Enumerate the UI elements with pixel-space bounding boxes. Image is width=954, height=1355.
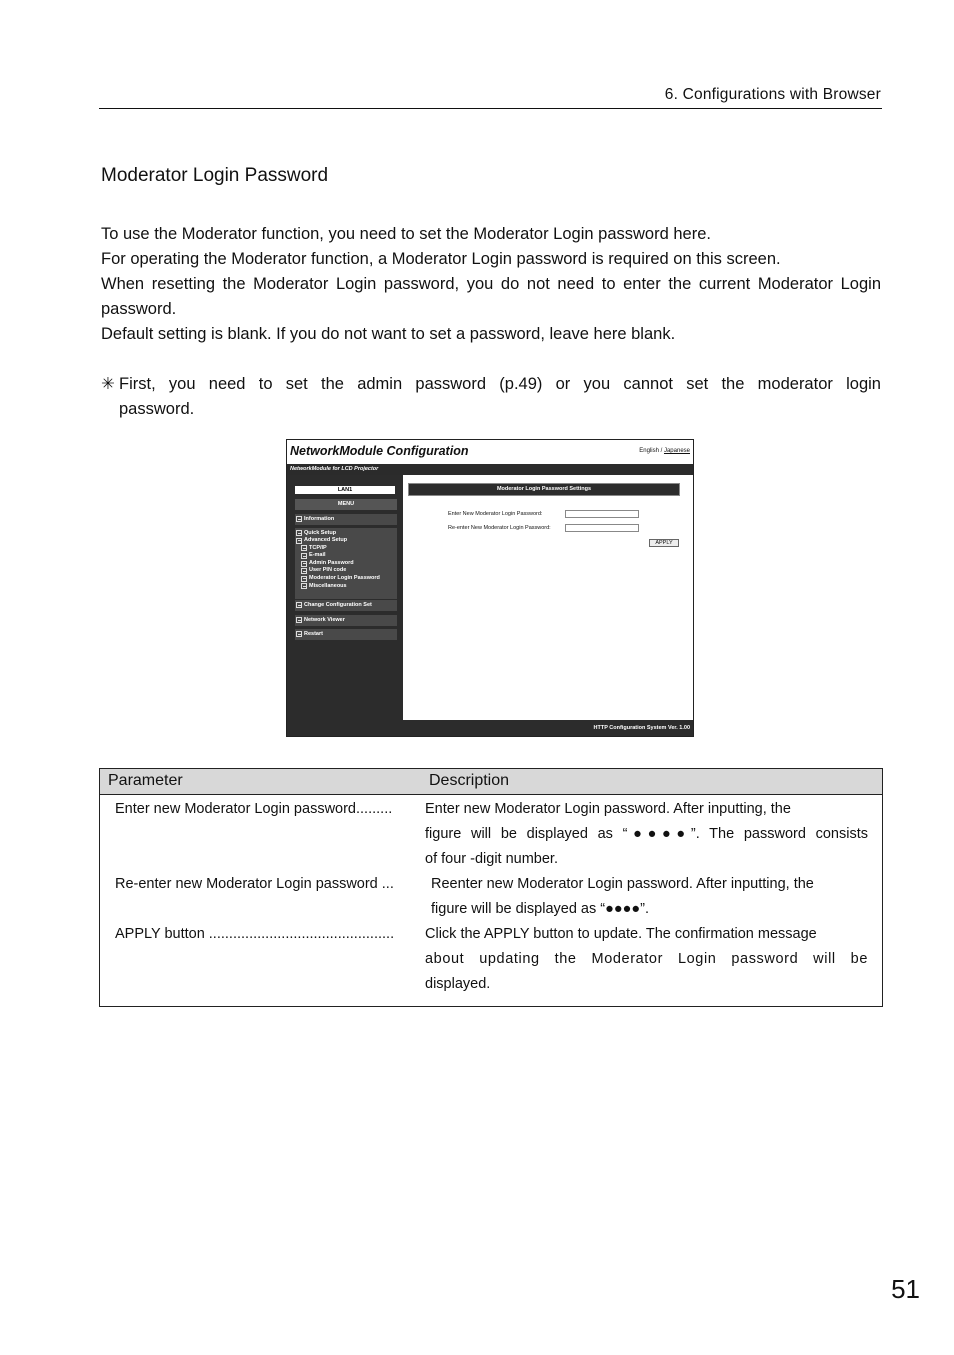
- chapter-header: 6. Configurations with Browser: [664, 86, 881, 103]
- screenshot-footer: HTTP Configuration System Ver. 1.00: [287, 720, 693, 736]
- minus-box-icon: [296, 602, 302, 608]
- table-header: [100, 769, 882, 795]
- reenter-password-input[interactable]: [565, 524, 639, 532]
- ui-screenshot: [286, 439, 694, 737]
- minus-box-icon: [296, 617, 302, 623]
- parameter-table: [99, 768, 883, 1007]
- nav-admin-password[interactable]: Admin Password: [295, 560, 397, 568]
- lang-english[interactable]: English /: [639, 448, 663, 454]
- minus-box-icon: [296, 530, 302, 536]
- new-password-input[interactable]: [565, 510, 639, 518]
- nav-miscellaneous[interactable]: Miscellaneous: [295, 583, 397, 591]
- page-number: 51: [891, 1274, 920, 1304]
- minus-box-icon: [301, 545, 307, 551]
- menu-label: MENU: [295, 499, 397, 510]
- nav-email[interactable]: E-mail: [295, 552, 397, 560]
- nav-moderator-password[interactable]: Moderator Login Password: [295, 575, 397, 583]
- header-parameter: Parameter: [108, 772, 183, 789]
- param-desc: Reenter new Moderator Login password. After inputting, the figure will be displayed as “●●●●”.: [431, 876, 814, 917]
- minus-box-icon: [296, 631, 302, 637]
- lang-japanese[interactable]: Japanese: [663, 448, 690, 454]
- nav-change-config-set[interactable]: Change Configuration Set: [295, 600, 397, 611]
- header-rule: [99, 108, 882, 109]
- minus-box-icon: [301, 561, 307, 567]
- minus-box-icon: [296, 538, 302, 544]
- note-text: password.: [119, 400, 195, 418]
- field-label: Enter New Moderator Login Password:: [448, 511, 543, 517]
- nav-information[interactable]: Information: [295, 514, 397, 525]
- param-name: Enter new Moderator Login password.........: [115, 801, 393, 817]
- note: [101, 372, 881, 422]
- param-desc: Enter new Moderator Login password. After inputting, the figure will be displayed as “●●●●”. The password consists of four -digit number.: [425, 801, 868, 867]
- param-name: APPLY button ..............................................: [115, 926, 395, 942]
- nav-restart[interactable]: Restart: [295, 629, 397, 640]
- section-title: Moderator Login Password: [101, 165, 329, 186]
- lan-label: LAN1: [295, 486, 395, 494]
- nav-tcpip[interactable]: TCP/IP: [295, 545, 397, 553]
- paragraph: For operating the Moderator function, a Moderator Login password is required on this screen.: [101, 250, 781, 268]
- minus-box-icon: [301, 568, 307, 574]
- field-label: Re-enter New Moderator Login Password:: [448, 525, 551, 531]
- minus-box-icon: [301, 576, 307, 582]
- note-text: First, you need to set the admin password (p.49) or you cannot set the moderator login: [119, 375, 881, 393]
- body-text: [101, 222, 881, 347]
- paragraph: To use the Moderator function, you need to set the Moderator Login password here.: [101, 225, 711, 243]
- panel-title: Moderator Login Password Settings: [408, 483, 680, 496]
- minus-box-icon: [301, 553, 307, 559]
- nav-network-viewer[interactable]: Network Viewer: [295, 615, 397, 626]
- language-switch: [639, 448, 690, 454]
- minus-box-icon: [296, 516, 302, 522]
- nav-advanced-setup[interactable]: Advanced Setup: [295, 537, 397, 545]
- nav-user-pin[interactable]: User PIN code: [295, 567, 397, 575]
- nav-setup-group: [295, 528, 397, 599]
- paragraph: When resetting the Moderator Login password, you do not need to enter the current Moderator Login password.: [101, 275, 881, 318]
- param-name: Re-enter new Moderator Login password ...: [115, 876, 394, 892]
- apply-button[interactable]: APPLY: [649, 539, 679, 547]
- screenshot-subtitle: NetworkModule for LCD Projector: [287, 464, 693, 475]
- screenshot-header: [287, 440, 693, 464]
- screenshot-title: NetworkModule Configuration: [290, 444, 469, 458]
- main-panel: [403, 475, 693, 720]
- param-desc: Click the APPLY button to update. The confirmation message about updating the Moderator Login password will be displayed.: [425, 926, 868, 992]
- header-description: Description: [429, 772, 510, 789]
- paragraph: Default setting is blank. If you do not want to set a password, leave here blank.: [101, 325, 676, 343]
- sidebar: [287, 475, 403, 720]
- asterisk-icon: ✳: [101, 375, 115, 393]
- nav-quick-setup[interactable]: Quick Setup: [295, 530, 397, 538]
- minus-box-icon: [301, 583, 307, 589]
